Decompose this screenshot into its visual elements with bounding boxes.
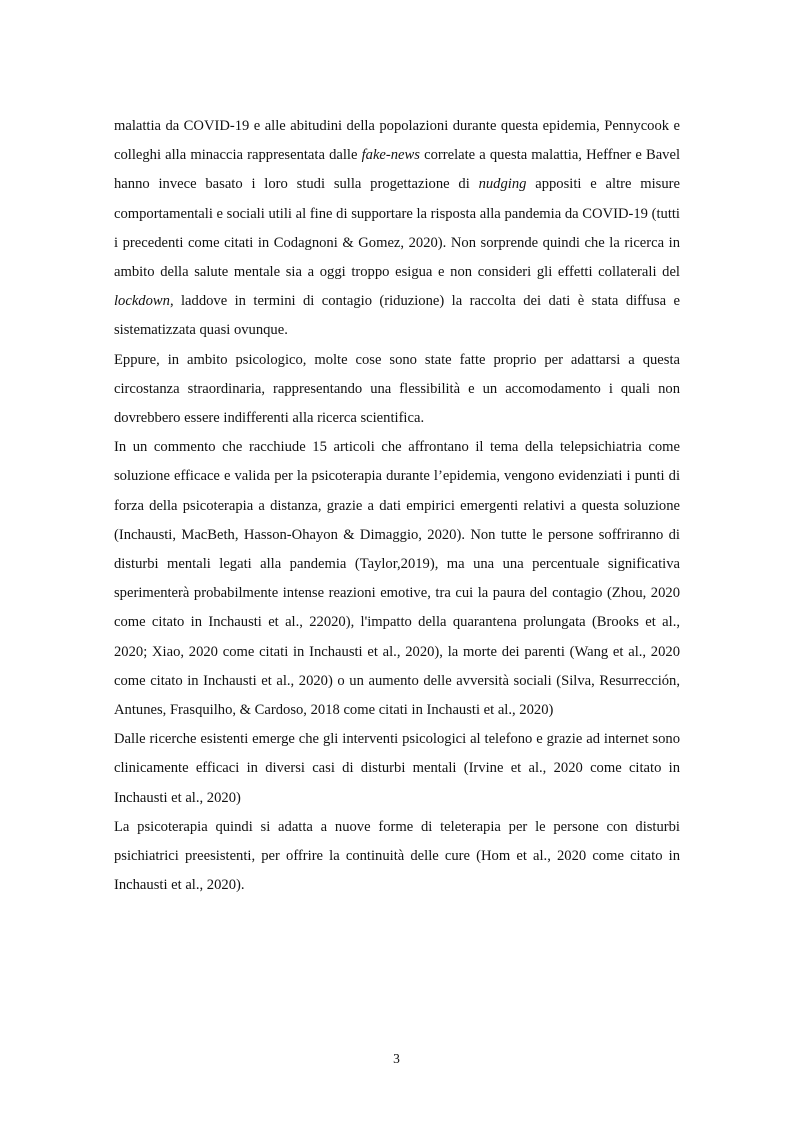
text-run: , laddove in termini di contagio (riduzione) la raccolta dei dati è stata diffusa e sistematizzata quasi ovunque. xyxy=(114,293,680,339)
text-run: appositi e altre misure comportamentali e sociali utili al fine di supportare la risposta alla pandemia da COVID-19 (tutti i precedenti come citati in Codagnoni & Gomez, 2020). Non sorprende quindi che la ricerca in ambito della salute mentale sia a oggi troppo esigua e non consideri gli effetti collaterali del xyxy=(114,176,680,281)
paragraph xyxy=(114,112,680,346)
paragraph xyxy=(114,346,680,434)
paragraph xyxy=(114,433,680,725)
italic-term: lockdown xyxy=(114,293,170,310)
page-number: 3 xyxy=(393,1051,400,1066)
text-run: correlate a questa malattia, Heffner e Bavel hanno invece basato i loro studi sulla progettazione di xyxy=(114,147,680,193)
italic-term: fake-news xyxy=(361,147,420,164)
text-run: La psicoterapia quindi si adatta a nuove forme di teleterapia per le persone con disturbi psichiatrici preesistenti, per offrire la continuità delle cure (Hom et al., 2020 come citato in Inchausti et al., 2020). xyxy=(114,818,680,894)
italic-term: nudging xyxy=(478,176,527,193)
paragraph xyxy=(114,725,680,813)
text-run: In un commento che racchiude 15 articoli che affrontano il tema della telepsichiatria come soluzione efficace e valida per la psicoterapia durante l’epidemia, vengono evidenziati i punti di forza della psicoterapia a distanza, grazie a dati empirici emergenti relativi a questa soluzione (Inchausti, MacBeth, Hasson-Ohayon & Dimaggio, 2020). Non tutte le persone soffriranno di disturbi mentali legati alla pandemia (Taylor,2019), ma una una percentuale significativa sperimenterà probabilmente intense reazioni emotive, tra cui la paura del contagio (Zhou, 2020 come citato in Inchausti et al., 22020), l'impatto della quarantena prolungata (Brooks et al., 2020; Xiao, 2020 come citati in Inchausti et al., 2020), la morte dei parenti (Wang et al., 2020 come citato in Inchausti et al., 2020) o un aumento delle avversità sociali (Silva, Resurrección, Antunes, Frasquilho, & Cardoso, 2018 come citati in Inchausti et al., 2020) xyxy=(114,439,680,719)
text-run: Dalle ricerche esistenti emerge che gli interventi psicologici al telefono e grazie ad internet sono clinicamente efficaci in diversi casi di disturbi mentali (Irvine et al., 2020 come citato in Inchausti et al., 2020) xyxy=(114,731,680,806)
body-text xyxy=(114,112,680,900)
paragraph xyxy=(114,813,680,901)
text-run: Eppure, in ambito psicologico, molte cose sono state fatte proprio per adattarsi a questa circostanza straordinaria, rappresentando una flessibilità e un accomodamento i quali non dovrebbero essere indifferenti alla ricerca scientifica. xyxy=(114,351,680,427)
text-run: malattia da COVID-19 e alle abitudini della popolazioni durante questa epidemia, Pennycook e colleghi alla minaccia rappresentata dalle xyxy=(114,118,680,164)
